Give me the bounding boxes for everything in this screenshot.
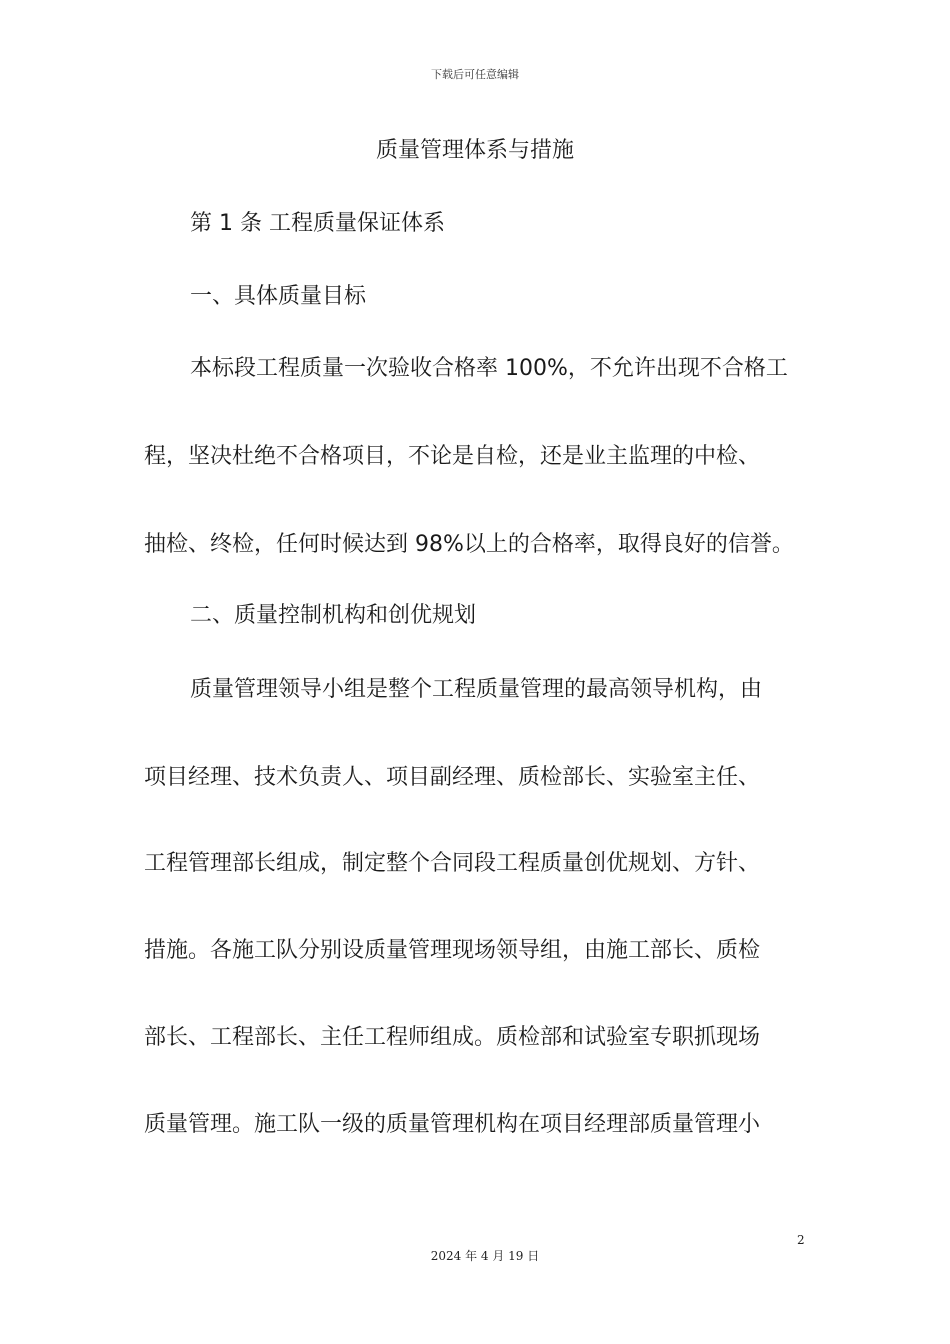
article-heading: 第 1 条 工程质量保证体系 (190, 211, 445, 236)
paragraph-line: 质量管理。施工队一级的质量管理机构在项目经理部质量管理小 (144, 1112, 761, 1137)
paragraph-line: 质量管理领导小组是整个工程质量管理的最高领导机构，由 (190, 677, 763, 702)
paragraph-line: 工程管理部长组成，制定整个合同段工程质量创优规划、方针、 (144, 851, 761, 876)
paragraph-line: 措施。各施工队分别设质量管理现场领导组，由施工部长、质检 (144, 938, 761, 963)
document-title: 质量管理体系与措施 (375, 138, 574, 163)
paragraph-line: 抽检、终检，任何时候达到 98%以上的合格率，取得良好的信誉。 (144, 532, 794, 557)
paragraph-line: 程，坚决杜绝不合格项目，不论是自检，还是业主监理的中检、 (144, 444, 761, 469)
footer-date: 2024 年 4 月 19 日 (430, 1249, 540, 1263)
section-heading-2: 二、质量控制机构和创优规划 (190, 603, 477, 628)
paragraph-line: 项目经理、技术负责人、项目副经理、质检部长、实验室主任、 (144, 765, 761, 790)
section-heading-1: 一、具体质量目标 (190, 284, 367, 309)
paragraph-line: 本标段工程质量一次验收合格率 100%，不允许出现不合格工 (190, 356, 788, 381)
paragraph-line: 部长、工程部长、主任工程师组成。质检部和试验室专职抓现场 (144, 1025, 761, 1050)
page-header-note: 下载后可任意编辑 (431, 68, 519, 81)
page-number: 2 (797, 1233, 805, 1247)
